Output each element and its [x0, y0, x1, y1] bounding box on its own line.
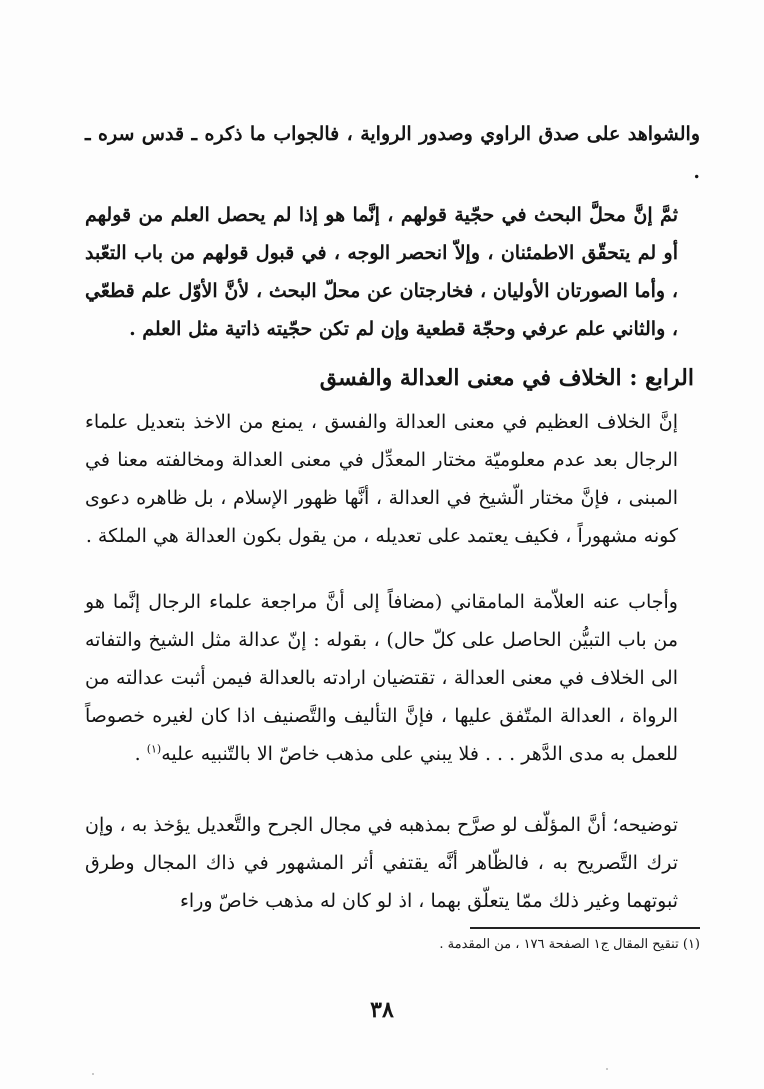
paragraph-text: توضيحه؛ أنَّ المؤلّف لو صرَّح بمذهبه في مجال الجرح والتَّعديل يؤخذ به ، وإن ترك التَّصريح به ، فالظّاهر أنَّه يقتفي أثر المشهور في ذاك المجال وطرق ثبوتهما وغير ذلك ممّا يتعلّق بهما ، اذ لو كان له مذهب خاصّ وراء — [85, 814, 678, 912]
paragraph-disagreement — [85, 403, 700, 555]
paragraph-continuation — [85, 115, 700, 191]
paragraph-text: إنَّ الخلاف العظيم في معنى العدالة والفسق ، يمنع من الاخذ بتعديل علماء الرجال بعد عدم معلوميّة مختار المعدِّل في معنى العدالة ومخالفته معنا في المبنى ، فإنَّ مختار الّشيخ في العدالة ، أنَّها ظهور الإسلام ، بل ظاهره دعوى كونه مشهوراً ، فكيف يعتمد على تعديله ، من يقول بكون العدالة هي الملكة . — [85, 411, 678, 547]
footnote-marker[interactable]: (١) — [146, 742, 162, 756]
paragraph-text — [85, 583, 700, 773]
paper-speck — [606, 1068, 608, 1070]
paragraph-body: وأجاب عنه العلاّمة المامقاني (مضافاً إلى أنَّ مراجعة علماء الرجال إنَّما هو من باب التبيُّن الحاصل على كلّ حال) ، بقوله : إنّ عدالة مثل الشيخ والتفاته الى الخلاف في معنى العدالة ، تقتضيان ارادته بالعدالة فيمن أثبت عدالته من الرواة ، العدالة المتّفق عليها ، فإنَّ التأليف والتَّصنيف اذا كان لغيره خصوصاً للعمل به مدى الدَّهر . . . فلا يبني على مذهب خاصّ الا بالتّنبيه عليه — [85, 591, 678, 765]
paragraph-scope — [85, 196, 700, 348]
paragraph-text: والشواهد على صدق الراوي وصدور الرواية ، فالجواب ما ذكره ـ قدس سره ـ . — [85, 123, 700, 183]
paragraph-text: ثمَّ إنَّ محلَّ البحث في حجّية قولهم ، إنَّما هو إذا لم يحصل العلم من قولهم أو لم يتحقّق الاطمئنان ، وإلاّ انحصر الوجه ، في قبول قولهم من باب التعّبد ، وأما الصورتان الأوليان ، فخارجتان عن محلّ البحث ، لأنَّ الأوّل علم قطعّي ، والثاني علم عرفي وحجّة قطعية وإن لم تكن حجّيته ذاتية مثل العلم . — [85, 204, 678, 340]
paragraph-end: . — [134, 743, 147, 765]
section-heading: الرابع : الخلاف في معنى العدالة والفسق — [319, 365, 694, 391]
page-number: ٣٨ — [370, 997, 394, 1023]
paragraph-answer — [85, 583, 700, 773]
paper-speck — [92, 1073, 94, 1075]
paragraph-explanation — [85, 806, 700, 920]
footnote: (١) تنقيح المقال ج١ الصفحة ١٧٦ ، من المقدمة . — [439, 937, 700, 952]
footnote-divider — [470, 927, 700, 929]
